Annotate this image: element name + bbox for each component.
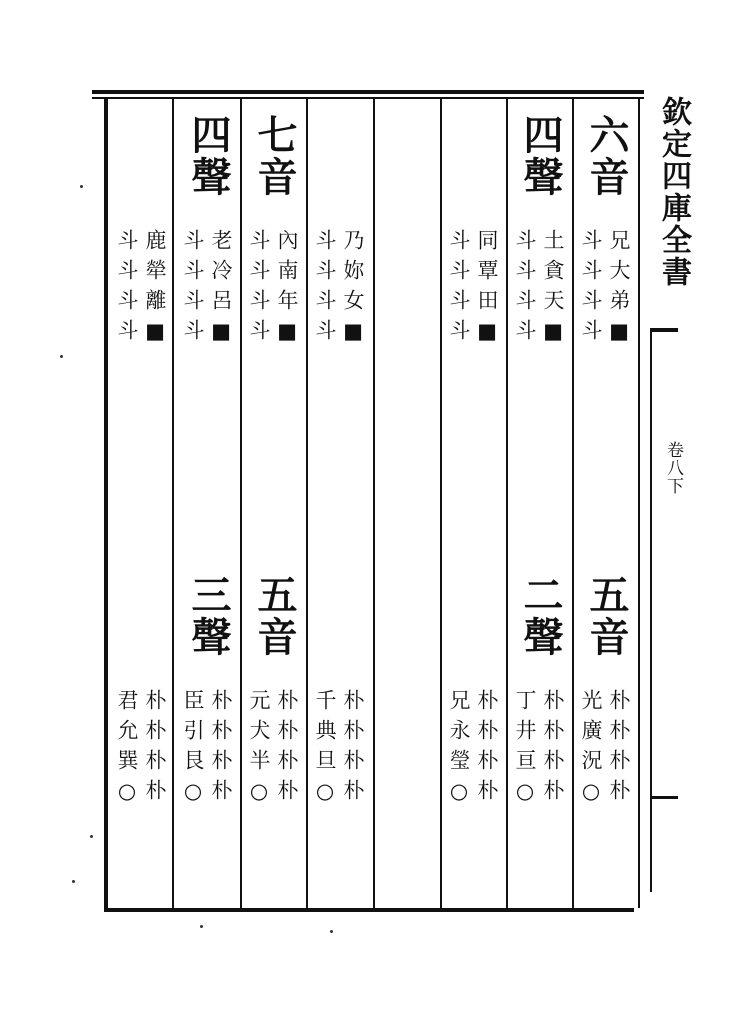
rime-characters: 丁井亘○ — [513, 689, 537, 812]
margin-line — [650, 332, 652, 892]
rime-characters: 乃妳女■ — [341, 229, 365, 352]
ink-speck — [72, 880, 75, 883]
section-heading: 二聲 — [517, 574, 564, 658]
rime-characters: 君允巽○ — [115, 689, 139, 812]
ink-speck — [90, 835, 93, 838]
rime-characters: 元犬半○ — [247, 689, 271, 812]
rime-characters: 兄大弟■ — [607, 229, 631, 352]
frame-left-border — [104, 97, 108, 912]
rime-markers: 斗斗斗斗 — [447, 229, 471, 349]
section-heading: 六音 — [583, 114, 630, 198]
ink-speck — [80, 185, 83, 188]
section-heading: 三聲 — [185, 574, 232, 658]
rime-markers: 斗斗斗斗 — [115, 229, 139, 349]
rime-characters: 老冷呂■ — [209, 229, 233, 352]
rime-characters: 兄永瑩○ — [447, 689, 471, 812]
rime-markers: 斗斗斗斗 — [513, 229, 537, 349]
text-column-3 — [442, 104, 506, 904]
rime-characters: 內南年■ — [275, 229, 299, 352]
section-heading: 四聲 — [185, 114, 232, 198]
text-column-8 — [110, 104, 174, 904]
rime-markers: 朴朴朴朴 — [475, 689, 499, 809]
rime-markers: 朴朴朴朴 — [143, 689, 167, 809]
page-margin — [650, 96, 690, 816]
rime-characters: 臣引艮○ — [181, 689, 205, 812]
rime-markers: 斗斗斗斗 — [181, 229, 205, 349]
text-column-2 — [508, 104, 572, 904]
rime-markers: 朴朴朴朴 — [341, 689, 365, 809]
rime-characters: 千典旦○ — [313, 689, 337, 812]
rime-markers: 朴朴朴朴 — [275, 689, 299, 809]
rime-markers: 朴朴朴朴 — [607, 689, 631, 809]
column-divider — [638, 99, 640, 908]
rime-markers: 朴朴朴朴 — [209, 689, 233, 809]
text-column-7 — [176, 104, 240, 904]
book-title: 欽定四庫全書 — [656, 96, 691, 288]
margin-mark — [650, 328, 678, 332]
section-heading: 五音 — [251, 574, 298, 658]
ink-speck — [60, 355, 63, 358]
rime-characters: 鹿犖離■ — [143, 229, 167, 352]
rime-markers: 斗斗斗斗 — [313, 229, 337, 349]
ink-speck — [200, 925, 203, 928]
volume-label: 卷八下 — [663, 441, 683, 495]
ink-speck — [330, 930, 333, 933]
text-column-4 — [375, 104, 439, 904]
rime-markers: 朴朴朴朴 — [541, 689, 565, 809]
rime-characters: 土貪天■ — [541, 229, 565, 352]
rime-markers: 斗斗斗斗 — [579, 229, 603, 349]
text-column-5 — [308, 104, 372, 904]
text-column-6 — [242, 104, 306, 904]
frame-top-border — [92, 90, 644, 94]
section-heading: 五音 — [583, 574, 630, 658]
rime-characters: 同覃田■ — [475, 229, 499, 352]
section-heading: 七音 — [251, 114, 298, 198]
section-heading: 四聲 — [517, 114, 564, 198]
text-column-1 — [574, 104, 638, 904]
frame-top-border-inner — [92, 97, 644, 99]
margin-mark — [650, 796, 678, 799]
rime-characters: 光廣況○ — [579, 689, 603, 812]
rime-markers: 斗斗斗斗 — [247, 229, 271, 349]
frame-bottom-border — [104, 908, 634, 912]
